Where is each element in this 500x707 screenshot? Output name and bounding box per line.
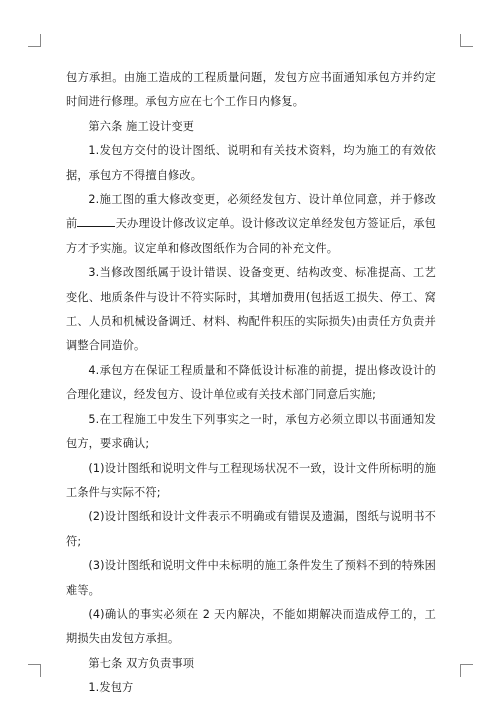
article-6-item-2-part-1: 2.施工图的重大修改变更，必须经发包方、设计单位同意，并于修改前 (66, 193, 436, 231)
article-7-item-1: 1.发包方 (88, 681, 134, 695)
article-6-item-2-part-2: 天办理设计修改议定单。设计修改议定单经发包方签证后，承包方才予实施。议定单和修改图纸作为合同的补充文件。 (66, 217, 436, 255)
article-6-item-5: 5.在工程施工中发生下列事实之一时，承包方必须立即以书面通知发包方，要求确认; (66, 412, 436, 451)
crop-mark-top-right (460, 34, 473, 47)
article-6-item-5-sub-4: (4)确认的事实必须在 2 天内解决，不能如期解决而造成停工的，工期损失由发包方承担。 (66, 607, 436, 646)
article-6-item-1: 1.发包方交付的设计图纸、说明和有关技术资料，均为施工的有效依据，承包方不得擅自修改。 (66, 144, 436, 182)
article-6-item-2 (66, 188, 436, 261)
crop-mark-bottom-left (28, 664, 41, 677)
article-6-item-5-sub-3: (3)设计图纸和说明文件中未标明的施工条件发生了预料不到的特殊困难等。 (66, 559, 436, 597)
fill-in-blank (77, 216, 115, 227)
paragraph-continuation: 包方承担。由施工造成的工程质量问题，发包方应书面通知承包方并约定时间进行修理。承包方应在七个工作日内修复。 (66, 71, 436, 109)
document-body (66, 66, 436, 701)
article-6-item-3: 3.当修改图纸属于设计错误、设备变更、结构改变、标准提高、工艺变化、地质条件与设计不符实际时，其增加费用(包括返工损失、停工、窝工、人员和机械设备调迁、材料、构配件积压的实际损失)由责任方负责并调整合同造价。 (66, 266, 436, 353)
crop-mark-top-left (28, 34, 41, 47)
article-6-heading: 第六条 施工设计变更 (88, 119, 195, 133)
article-6-item-4: 4.承包方在保证工程质量和不降低设计标准的前提，提出修改设计的合理化建议，经发包方、设计单位或有关技术部门同意后实施; (66, 363, 436, 402)
crop-mark-bottom-right (460, 664, 473, 677)
article-7-heading: 第七条 双方负责事项 (88, 656, 195, 670)
article-6-item-5-sub-1: (1)设计图纸和说明文件与工程现场状况不一致，设计文件所标明的施工条件与实际不符; (66, 461, 436, 499)
article-6-item-5-sub-2: (2)设计图纸和设计文件表示不明确或有错误及遗漏，图纸与说明书不符; (66, 510, 436, 548)
